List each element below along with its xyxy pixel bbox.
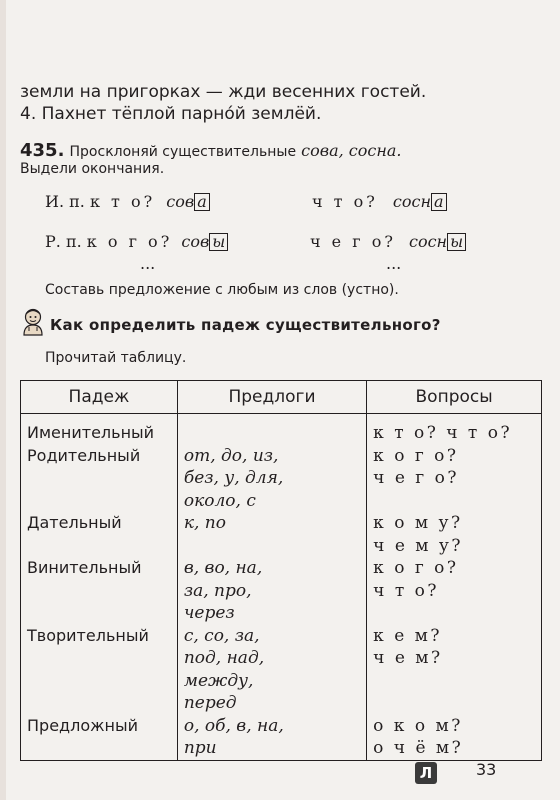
ellipsis-1: ... bbox=[140, 254, 156, 273]
thinking-person-icon bbox=[20, 308, 46, 336]
question-line: к о г о? bbox=[373, 445, 459, 466]
stem: сосн bbox=[392, 192, 431, 211]
preposition-line: к, по bbox=[183, 513, 226, 533]
table-header-row bbox=[21, 381, 542, 414]
question: к т о? bbox=[89, 192, 156, 211]
task-text-a: Просклоняй существительные bbox=[69, 144, 297, 160]
question-line: ч е м? bbox=[373, 648, 443, 668]
page-number: 33 bbox=[476, 760, 497, 779]
ending-box: ы bbox=[447, 233, 466, 251]
question-line: о к о м? bbox=[373, 715, 463, 736]
word-sosna: сосна. bbox=[348, 141, 402, 160]
preposition-line: в, во, на, bbox=[183, 558, 263, 578]
question-line: к о м у? bbox=[373, 513, 463, 533]
section-question-title: Как определить падеж существительного? bbox=[50, 316, 441, 334]
ending-box: а bbox=[431, 193, 447, 211]
preposition-line: при bbox=[183, 738, 217, 758]
preposition-line: около, с bbox=[183, 490, 256, 511]
case-dative: Дательный bbox=[27, 513, 122, 532]
decl-row-genitive-2 bbox=[310, 232, 466, 251]
decl-row-nominative bbox=[45, 192, 210, 211]
case-nominative: Именительный bbox=[27, 423, 155, 442]
stem: сов bbox=[181, 232, 210, 251]
question: ч т о? bbox=[312, 192, 378, 211]
preposition-line: от, до, из, bbox=[183, 445, 279, 466]
case-genitive: Родительный bbox=[27, 445, 141, 465]
header-questions: Вопросы bbox=[367, 381, 542, 414]
question-line: к е м? bbox=[373, 625, 443, 646]
read-table-instruction: Прочитай таблицу. bbox=[45, 350, 187, 366]
intro-line-2: 4. Пахнет тёплой парно́й землёй. bbox=[20, 104, 322, 124]
question-line: ч е м у? bbox=[373, 535, 464, 556]
preposition-line: за, про, bbox=[183, 580, 252, 601]
question: ч е г о? bbox=[310, 232, 396, 251]
question-line: к т о? ч т о? bbox=[373, 423, 513, 443]
case-instrumental: Творительный bbox=[27, 625, 149, 645]
header-prepositions: Предлоги bbox=[177, 381, 366, 414]
case-prepositional: Предложный bbox=[27, 715, 139, 735]
compose-sentence-task: Составь предложение с любым из слов (устно). bbox=[45, 282, 399, 298]
preposition-line: с, со, за, bbox=[183, 625, 260, 646]
question-line: ч е г о? bbox=[373, 468, 459, 488]
case-label: И. п. bbox=[45, 192, 85, 211]
cases-table bbox=[20, 380, 542, 761]
question-line: к о г о? bbox=[373, 558, 459, 578]
question-line: о ч ё м? bbox=[373, 738, 464, 758]
exercise-number: 435. bbox=[20, 140, 65, 161]
task-text-b: Выдели окончания. bbox=[20, 161, 165, 177]
header-case: Падеж bbox=[21, 381, 178, 414]
stem: сосн bbox=[409, 232, 448, 251]
decl-row-genitive bbox=[45, 232, 228, 251]
stem: сов bbox=[166, 192, 195, 211]
ending-box: ы bbox=[209, 233, 228, 251]
preposition-line: перед bbox=[183, 693, 237, 713]
question-line: ч т о? bbox=[373, 580, 439, 601]
questions-column bbox=[367, 414, 542, 761]
ellipsis-2: ... bbox=[386, 254, 402, 273]
preposition-line: под, над, bbox=[183, 648, 265, 668]
preposition-line: между, bbox=[183, 670, 254, 691]
ending-box: а bbox=[194, 193, 210, 211]
word-sova: сова, bbox=[301, 141, 344, 160]
preposition-line: без, у, для, bbox=[183, 468, 284, 488]
question: к о г о? bbox=[86, 232, 173, 251]
decl-row-nominative-2 bbox=[312, 192, 447, 211]
preposition-line: через bbox=[183, 603, 235, 623]
case-accusative: Винительный bbox=[27, 558, 142, 577]
prepositions-column bbox=[177, 414, 366, 761]
table-body bbox=[21, 414, 542, 761]
case-column bbox=[21, 414, 178, 761]
preposition-line: о, об, в, на, bbox=[183, 715, 284, 736]
publisher-logo: Л bbox=[415, 762, 437, 784]
case-label: Р. п. bbox=[45, 232, 82, 251]
exercise-435-task bbox=[20, 140, 402, 161]
intro-line-1: земли на пригорках — жди весенних гостей. bbox=[20, 82, 427, 102]
